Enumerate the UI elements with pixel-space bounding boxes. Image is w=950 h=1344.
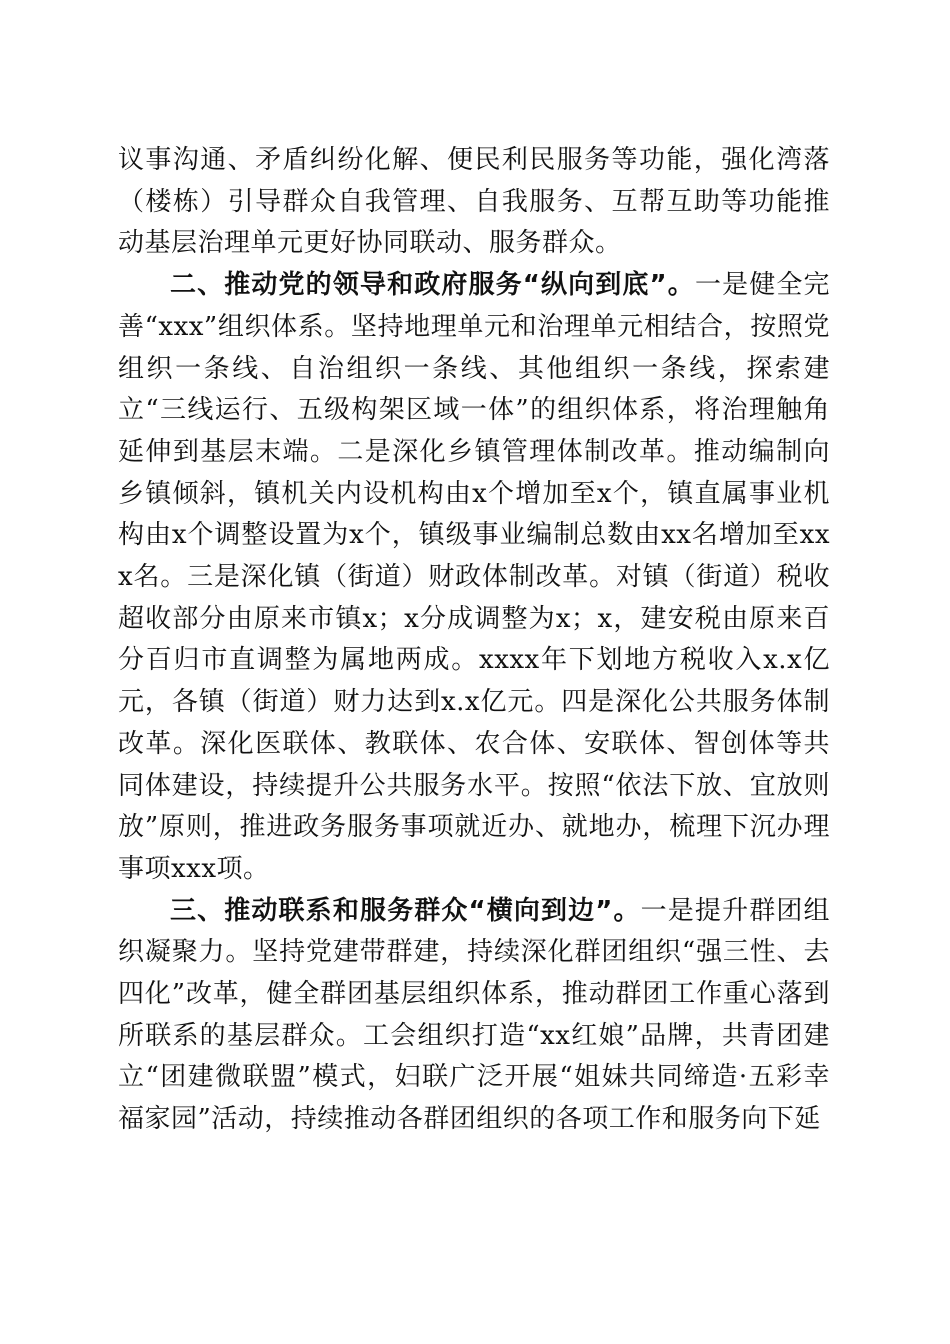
document-body <box>118 140 830 1141</box>
section-3-text: 一是提升群团组织凝聚力。坚持党建带群建，持续深化群团组织“强三性、去四化”改革，健全群团基层组织体系，推动群团工作重心落到所联系的基层群众。工会组织打造“xx红娘”品牌，共青团建立“团建微联盟”模式，妇联广泛开展“姐妹共同缔造·五彩幸福家园”活动，持续推动各群团组织的各项工作和服务向下延 <box>118 895 830 1135</box>
section-2-heading: 二、推动党的领导和政府服务“纵向到底”。 <box>170 270 695 301</box>
paragraph-section-3 <box>118 891 830 1141</box>
section-3-heading: 三、推动联系和服务群众“横向到边”。 <box>170 895 641 926</box>
section-2-text: 一是健全完善“xxx”组织体系。坚持地理单元和治理单元相结合，按照党组织一条线、自治组织一条线、其他组织一条线，探索建立“三线运行、五级构架区域一体”的组织体系，将治理触角延伸到基层末端。二是深化乡镇管理体制改革。推动编制向乡镇倾斜，镇机关内设机构由x个增加至x个，镇直属事业机构由x个调整设置为x个，镇级事业编制总数由xx名增加至xxx名。三是深化镇（街道）财政体制改革。对镇（街道）税收超收部分由原来市镇x；x分成调整为x；x，建安税由原来百分百归市直调整为属地两成。xxxx年下划地方税收入x.x亿元，各镇（街道）财力达到x.x亿元。四是深化公共服务体制改革。深化医联体、教联体、农合体、安联体、智创体等共同体建设，持续提升公共服务水平。按照“依法下放、宜放则放”原则，推进政务服务事项就近办、就地办，梳理下沉办理事项xxx项。 <box>118 270 830 884</box>
paragraph-continuation <box>118 140 830 265</box>
paragraph-1-text: 议事沟通、矛盾纠纷化解、便民利民服务等功能，强化湾落（楼栋）引导群众自我管理、自我服务、互帮互助等功能推动基层治理单元更好协同联动、服务群众。 <box>118 145 830 259</box>
paragraph-section-2 <box>118 265 830 891</box>
